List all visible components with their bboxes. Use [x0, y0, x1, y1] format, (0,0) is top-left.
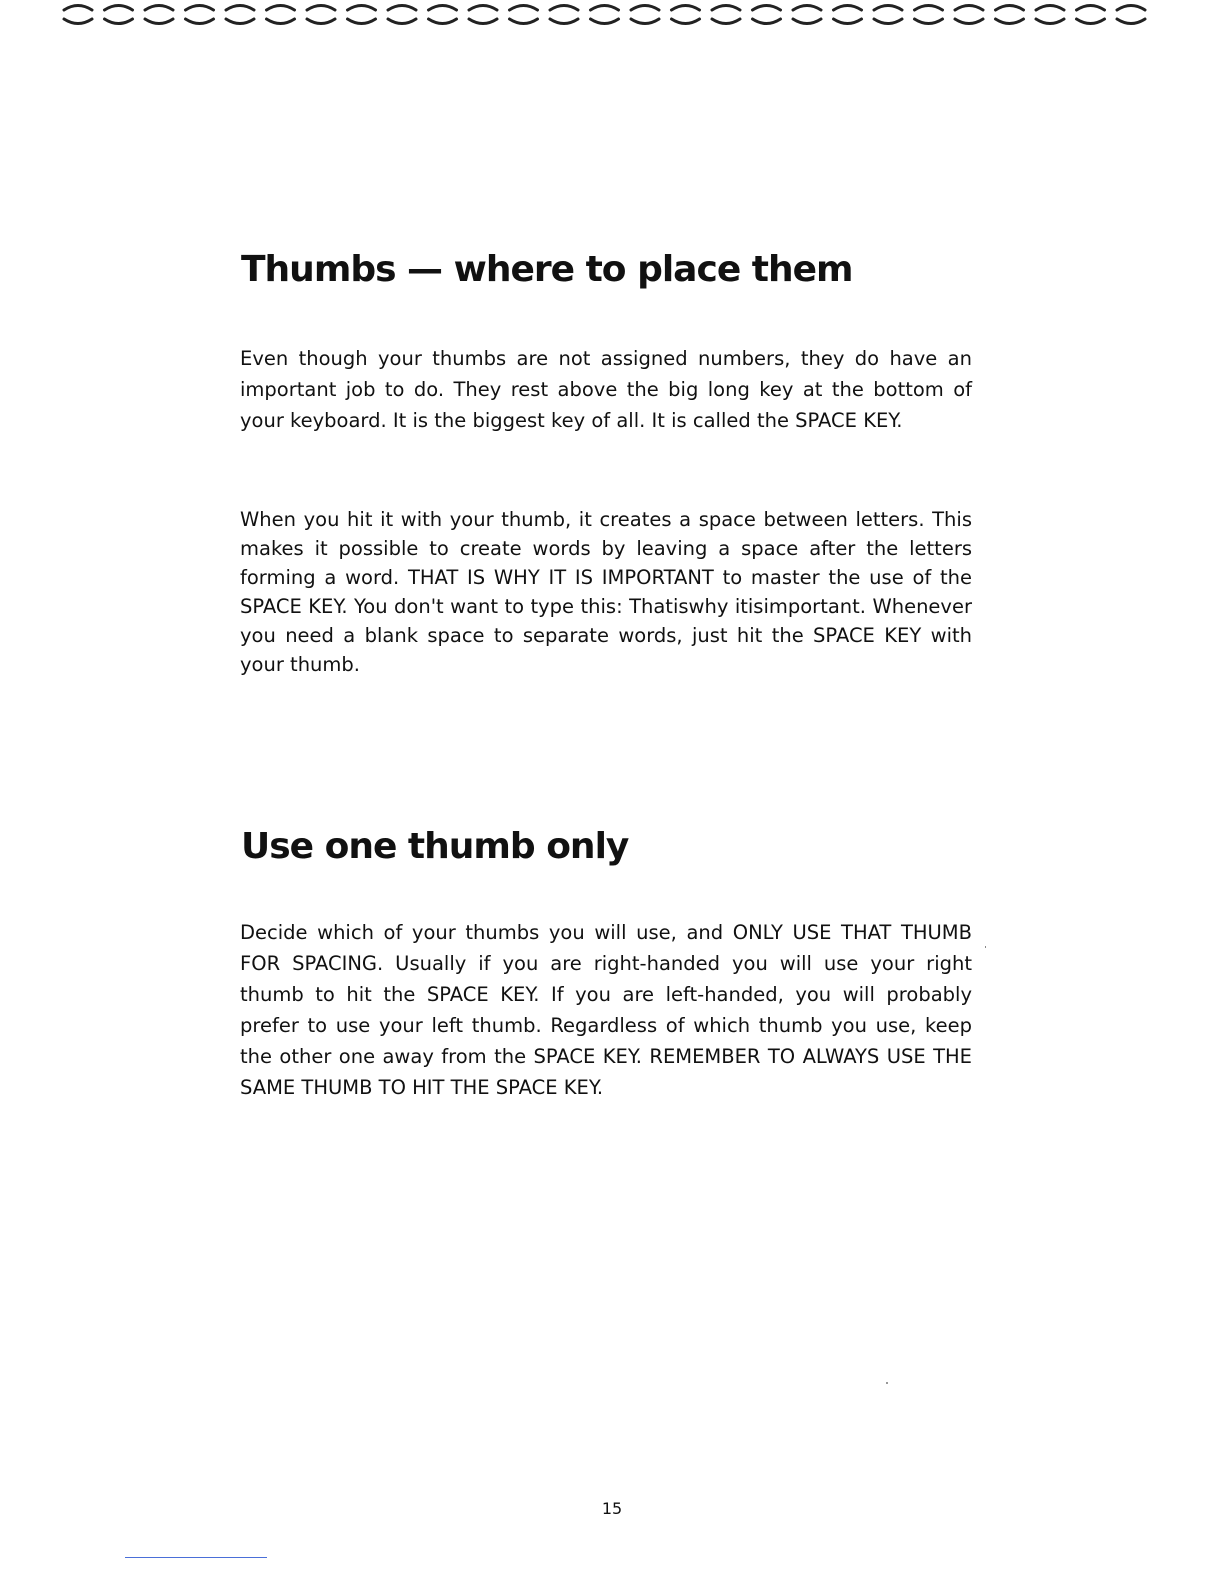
scan-speck — [886, 1382, 888, 1384]
binding-ring-top — [226, 6, 254, 11]
paragraph-space-key-purpose: When you hit it with your thumb, it creates a space between letters. This makes it possible to create words by leaving a space after the letters forming a word. THAT IS WHY IT IS IMPORTANT to master the use of the SPACE KEY. You don't want to type this: Thatiswhy itisimportant. Whenever you need a blank space to separate words, just hit the SPACE KEY with your thumb. — [240, 508, 972, 676]
paragraph-one-thumb-instructions: Decide which of your thumbs you will use, and ONLY USE THAT THUMB FOR SPACING. Usually if you are right-handed you will use your right thumb to hit the SPACE KEY. If you are left-handed, you will probably prefer to use your left thumb. Regardless of which thumb you use, keep the other one away from the SPACE KEY. REMEMBER TO ALWAYS USE THE SAME THUMB TO HIT THE SPACE KEY. — [240, 921, 972, 1099]
binding-ring-bottom — [712, 19, 740, 24]
binding-ring-bottom — [834, 19, 862, 24]
binding-ring-bottom — [631, 19, 659, 24]
binding-ring-top — [1077, 6, 1105, 11]
binding-ring-bottom — [105, 19, 133, 24]
binding-ring-top — [388, 6, 416, 11]
footer-rule — [125, 1557, 267, 1558]
binding-ring-bottom — [874, 19, 902, 24]
binding-ring-bottom — [429, 19, 457, 24]
binding-ring-bottom — [915, 19, 943, 24]
binding-ring-bottom — [348, 19, 376, 24]
binding-ring-top — [793, 6, 821, 11]
binding-ring-top — [753, 6, 781, 11]
section-heading-thumbs-placement: Thumbs — where to place them — [241, 249, 853, 290]
binding-ring-bottom — [469, 19, 497, 24]
binding-ring-bottom — [388, 19, 416, 24]
binding-ring-top — [64, 6, 92, 11]
binding-ring-bottom — [145, 19, 173, 24]
binding-ring-bottom — [64, 19, 92, 24]
binding-ring-bottom — [1036, 19, 1064, 24]
paragraph-thumbs-intro: Even though your thumbs are not assigned numbers, they do have an important job to do. They rest above the big long key at the bottom of your keyboard. It is the biggest key of all. It is called the SPACE KEY. — [240, 347, 972, 432]
binding-ring-bottom — [550, 19, 578, 24]
binding-ring-bottom — [996, 19, 1024, 24]
binding-ring-top — [672, 6, 700, 11]
binding-ring-top — [591, 6, 619, 11]
binding-ring-bottom — [753, 19, 781, 24]
binding-ring-top — [996, 6, 1024, 11]
binding-ring-top — [348, 6, 376, 11]
binding-ring-bottom — [510, 19, 538, 24]
binding-ring-bottom — [186, 19, 214, 24]
binding-ring-bottom — [793, 19, 821, 24]
binding-ring-bottom — [672, 19, 700, 24]
binding-ring-bottom — [1117, 19, 1145, 24]
binding-ring-top — [915, 6, 943, 11]
binding-ring-bottom — [307, 19, 335, 24]
binding-ring-top — [1036, 6, 1064, 11]
binding-ring-top — [510, 6, 538, 11]
section-heading-one-thumb: Use one thumb only — [241, 826, 629, 867]
binding-ring-bottom — [267, 19, 295, 24]
page-number: 15 — [601, 1499, 623, 1518]
binding-ring-top — [267, 6, 295, 11]
binding-ring-bottom — [1077, 19, 1105, 24]
binding-ring-top — [955, 6, 983, 11]
binding-ring-top — [307, 6, 335, 11]
binding-ring-top — [1117, 6, 1145, 11]
binding-ring-top — [834, 6, 862, 11]
spiral-binding — [0, 0, 1224, 30]
scan-speck — [985, 946, 986, 948]
binding-ring-top — [631, 6, 659, 11]
binding-ring-top — [712, 6, 740, 11]
binding-ring-top — [550, 6, 578, 11]
binding-ring-top — [105, 6, 133, 11]
binding-ring-bottom — [955, 19, 983, 24]
binding-ring-top — [429, 6, 457, 11]
binding-ring-top — [469, 6, 497, 11]
binding-ring-top — [145, 6, 173, 11]
binding-ring-bottom — [226, 19, 254, 24]
binding-ring-top — [186, 6, 214, 11]
binding-ring-bottom — [591, 19, 619, 24]
binding-ring-top — [874, 6, 902, 11]
